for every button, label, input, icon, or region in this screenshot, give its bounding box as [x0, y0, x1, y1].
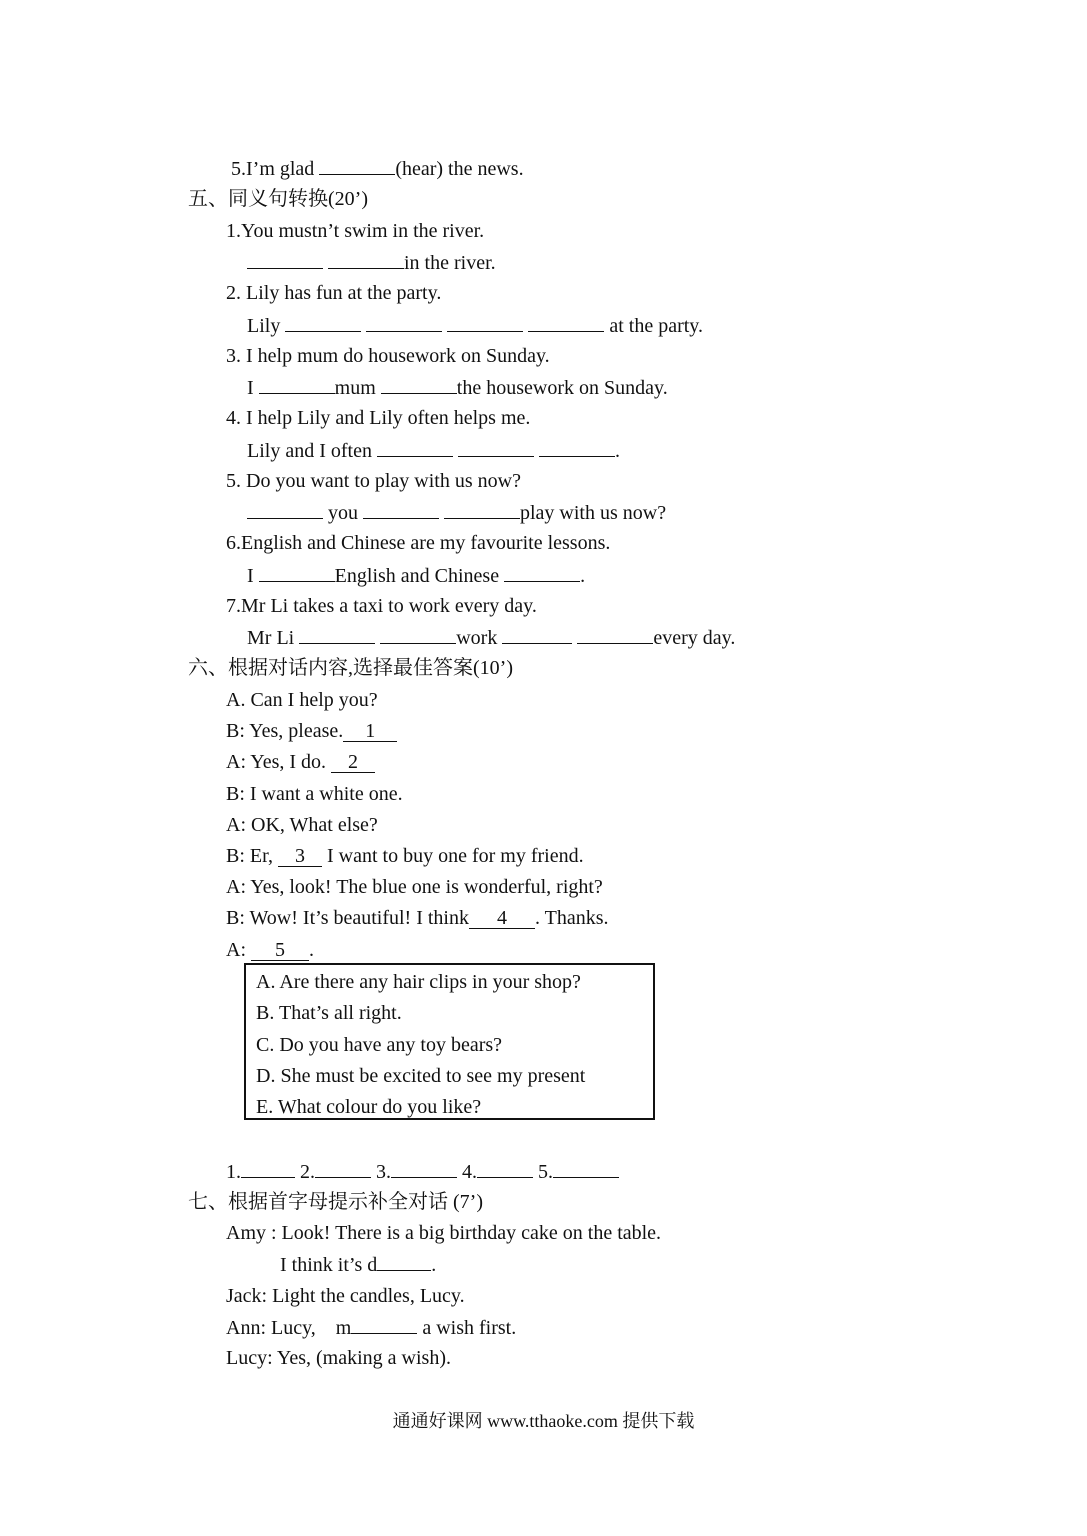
answer-blank[interactable]: [247, 500, 323, 519]
question: 1.You mustn’t swim in the river.: [226, 220, 485, 242]
answer-blank[interactable]: [539, 438, 615, 457]
option-item: C. Do you have any toy bears?: [256, 1034, 503, 1056]
dialog-line: B: Yes, please. 1: [226, 719, 397, 743]
answer-blank[interactable]: [381, 375, 457, 394]
answer-blank[interactable]: [444, 500, 520, 519]
answer-blank[interactable]: [502, 625, 572, 644]
answer-line: Mr Li work every day.: [247, 627, 736, 649]
answer-line: in the river.: [247, 250, 496, 275]
answer-blank[interactable]: [391, 1159, 457, 1178]
answer-blank[interactable]: [259, 375, 335, 394]
dialog-line: Lucy: Yes, (making a wish).: [226, 1347, 451, 1369]
answer-blank[interactable]: [328, 250, 404, 269]
numbered-blank[interactable]: 2: [331, 752, 375, 773]
dialog-line: B: I want a white one.: [226, 783, 403, 805]
answer-blank[interactable]: [504, 563, 580, 582]
numbered-blank[interactable]: 4: [469, 908, 535, 929]
answer-blank[interactable]: [377, 1252, 431, 1271]
exercise-line: 5.I’m glad (hear) the news.: [231, 158, 524, 180]
answer-blank[interactable]: [528, 313, 604, 332]
dialog-line: Ann: Lucy, m a wish first.: [226, 1317, 517, 1339]
answer-line: I English and Chinese .: [247, 565, 586, 587]
answer-line: Lily at the party.: [247, 315, 704, 337]
answer-blank[interactable]: [553, 1159, 619, 1178]
dialog-line: A: Yes, I do. 2: [226, 750, 375, 774]
dialog-line: A: 5 .: [226, 939, 314, 961]
option-item: A. Are there any hair clips in your shop?: [256, 971, 581, 993]
answer-blank[interactable]: [366, 313, 442, 332]
answer-blank[interactable]: [315, 1159, 371, 1178]
answer-blank[interactable]: [380, 625, 456, 644]
dialog-line: B: Er, 3 I want to buy one for my friend.: [226, 845, 584, 867]
option-item: B. That’s all right.: [256, 1002, 402, 1024]
page-footer: 通通好课网 www.tthaoke.com 提供下载: [392, 1411, 695, 1431]
answer-blank[interactable]: [447, 313, 523, 332]
answer-line: I mum the housework on Sunday.: [247, 377, 668, 399]
section-title: 五、同义句转换(20’): [188, 188, 368, 210]
dialog-line: Amy : Look! There is a big birthday cake on the table.: [226, 1222, 662, 1244]
dialog-line: A: OK, What else?: [226, 814, 378, 836]
dialog-line: B: Wow! It’s beautiful! I think 4 . Thanks.: [226, 907, 609, 929]
answer-blank[interactable]: [363, 500, 439, 519]
dialog-line: A: Yes, look! The blue one is wonderful, right?: [226, 876, 603, 898]
numbered-blank[interactable]: 1: [343, 721, 397, 742]
question: 3. I help mum do housework on Sunday.: [226, 345, 550, 367]
answer-row: 1. 2. 3. 4. 5.: [226, 1159, 619, 1184]
question: 2. Lily has fun at the party.: [226, 282, 442, 304]
answer-blank[interactable]: [241, 1159, 295, 1178]
answer-blank[interactable]: [259, 563, 335, 582]
answer-blank[interactable]: [247, 250, 323, 269]
dialog-line: Jack: Light the candles, Lucy.: [226, 1285, 465, 1307]
question: 7.Mr Li takes a taxi to work every day.: [226, 595, 537, 617]
numbered-blank[interactable]: 3: [278, 846, 322, 867]
question: 4. I help Lily and Lily often helps me.: [226, 407, 531, 429]
section-title: 六、根据对话内容,选择最佳答案(10’): [188, 657, 513, 679]
question: 6.English and Chinese are my favourite lessons.: [226, 532, 611, 554]
section-title: 七、根据首字母提示补全对话 (7’): [188, 1191, 483, 1213]
answer-blank[interactable]: [285, 313, 361, 332]
answer-blank[interactable]: [377, 438, 453, 457]
answer-blank[interactable]: [458, 438, 534, 457]
answer-blank[interactable]: [351, 1315, 417, 1334]
answer-line: you play with us now?: [247, 500, 666, 525]
numbered-blank[interactable]: 5: [251, 940, 309, 961]
dialog-line: I think it’s d .: [280, 1254, 437, 1276]
answer-blank[interactable]: [299, 625, 375, 644]
option-item: D. She must be excited to see my present: [256, 1065, 586, 1087]
answer-blank[interactable]: [477, 1159, 533, 1178]
answer-blank[interactable]: [319, 156, 395, 175]
dialog-line: A. Can I help you?: [226, 689, 378, 711]
question: 5. Do you want to play with us now?: [226, 470, 521, 492]
answer-blank[interactable]: [577, 625, 653, 644]
answer-line: Lily and I often .: [247, 440, 620, 462]
option-item: E. What colour do you like?: [256, 1096, 482, 1118]
